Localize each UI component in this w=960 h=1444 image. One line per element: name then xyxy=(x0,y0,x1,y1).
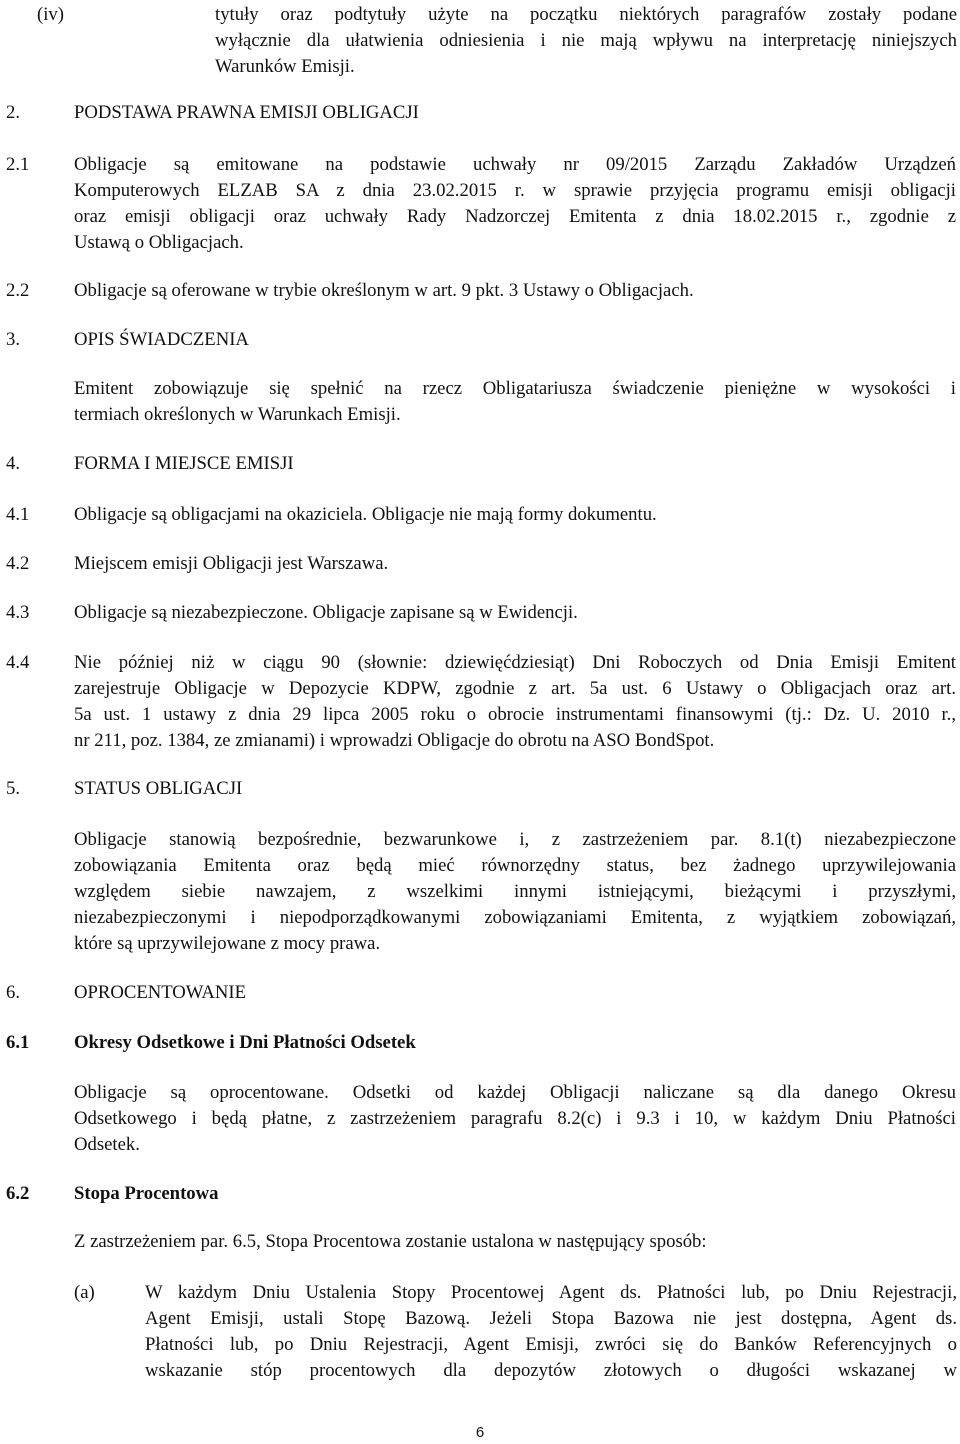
paragraph-line: Obligacje stanowią bezpośrednie, bezwarunkowe i, z zastrzeżeniem par. 8.1(t) niezabezpieczone xyxy=(74,829,956,850)
clause-line: Nie później niż w ciągu 90 (słownie: dziewięćdziesiąt) Dni Roboczych od Dnia Emisji Emitent xyxy=(74,652,956,673)
clause-2-2-number: 2.2 xyxy=(6,280,30,301)
subclause-line: Agent Emisji, ustali Stopę Bazową. Jeżeli Stopa Bazowa nie jest dostępna, Agent ds. xyxy=(145,1308,957,1329)
subclause-a-label: (a) xyxy=(74,1282,95,1303)
section-5-text xyxy=(74,827,956,957)
clause-4-4-text xyxy=(74,650,956,754)
clause-4-3-number: 4.3 xyxy=(6,602,30,623)
paragraph-line: Odsetkowego i będą płatne, z zastrzeżeniem paragrafu 8.2(c) i 9.3 i 10, w każdym Dniu Płatności xyxy=(74,1108,956,1129)
paragraph-line: niezabezpieczonymi i niepodporządkowanymi zobowiązaniami Emitenta, z wyjątkiem zobowiązań, xyxy=(74,907,956,928)
section-4-title: FORMA I MIEJSCE EMISJI xyxy=(74,453,294,474)
paragraph-line: Odsetek. xyxy=(74,1134,140,1155)
clause-line: 5a ust. 1 ustawy z dnia 29 lipca 2005 roku o obrocie instrumentami finansowymi (tj.: Dz. U. 2010 r., xyxy=(74,704,956,725)
item-iv-line: Warunków Emisji. xyxy=(215,56,355,77)
section-5-number: 5. xyxy=(6,778,21,799)
section-2-number: 2. xyxy=(6,102,21,123)
clause-4-1-number: 4.1 xyxy=(6,504,30,525)
section-2-title: PODSTAWA PRAWNA EMISJI OBLIGACJI xyxy=(74,102,419,123)
clause-line: nr 211, poz. 1384, ze zmianami) i wprowadzi Obligacje do obrotu na ASO BondSpot. xyxy=(74,730,715,751)
item-iv-line: tytuły oraz podtytuły użyte na początku niektórych paragrafów zostały podane xyxy=(215,4,957,25)
paragraph-line: Obligacje są oprocentowane. Odsetki od każdej Obligacji naliczane są dla danego Okresu xyxy=(74,1082,956,1103)
page-number: 6 xyxy=(475,1424,485,1441)
clause-4-1-text: Obligacje są obligacjami na okaziciela. Obligacje nie mają formy dokumentu. xyxy=(74,504,657,525)
clause-6-1-number: 6.1 xyxy=(6,1032,30,1053)
clause-6-2-intro: Z zastrzeżeniem par. 6.5, Stopa Procentowa zostanie ustalona w następujący sposób: xyxy=(74,1231,707,1252)
clause-4-3-text: Obligacje są niezabezpieczone. Obligacje zapisane są w Ewidencji. xyxy=(74,602,578,623)
clause-4-2-text: Miejscem emisji Obligacji jest Warszawa. xyxy=(74,553,389,574)
clause-line: Ustawą o Obligacjach. xyxy=(74,232,244,253)
clause-6-2-number: 6.2 xyxy=(6,1183,30,1204)
paragraph-line: zobowiązania Emitenta oraz będą mieć równorzędny status, bez żadnego uprzywilejowania xyxy=(74,855,956,876)
clause-line: Obligacje są emitowane na podstawie uchwały nr 09/2015 Zarządu Zakładów Urządzeń xyxy=(74,154,956,175)
section-3-title: OPIS ŚWIADCZENIA xyxy=(74,329,249,350)
clause-2-1-text xyxy=(74,152,956,256)
paragraph-line: które są uprzywilejowane z mocy prawa. xyxy=(74,933,381,954)
section-3-number: 3. xyxy=(6,329,21,350)
paragraph-line: Emitent zobowiązuje się spełnić na rzecz Obligatariusza świadczenie pieniężne w wysokości i xyxy=(74,378,956,399)
clause-6-2-title: Stopa Procentowa xyxy=(74,1183,219,1204)
item-iv-label: (iv) xyxy=(37,4,64,25)
clause-4-4-number: 4.4 xyxy=(6,652,30,673)
clause-line: oraz emisji obligacji oraz uchwały Rady Nadzorczej Emitenta z dnia 18.02.2015 r., zgodnie z xyxy=(74,206,956,227)
clause-2-1-number: 2.1 xyxy=(6,154,30,175)
section-3-text xyxy=(74,376,956,428)
section-6-number: 6. xyxy=(6,982,21,1003)
section-6-title: OPROCENTOWANIE xyxy=(74,982,246,1003)
paragraph-line: względem siebie nawzajem, z wszelkimi innymi istniejącymi, bieżącymi i przyszłymi, xyxy=(74,881,956,902)
clause-line: Komputerowych ELZAB SA z dnia 23.02.2015 r. w sprawie przyjęcia programu emisji obligacji xyxy=(74,180,956,201)
clause-6-1-title: Okresy Odsetkowe i Dni Płatności Odsetek xyxy=(74,1032,416,1053)
clause-2-2-text: Obligacje są oferowane w trybie określonym w art. 9 pkt. 3 Ustawy o Obligacjach. xyxy=(74,280,694,301)
item-iv-text xyxy=(215,2,957,80)
item-iv-line: wyłącznie dla ułatwienia odniesienia i nie mają wpływu na interpretację niniejszych xyxy=(215,30,957,51)
subclause-a-text xyxy=(145,1280,957,1384)
section-5-title: STATUS OBLIGACJI xyxy=(74,778,243,799)
clause-6-1-text xyxy=(74,1080,956,1158)
subclause-line: Płatności lub, po Dniu Rejestracji, Agent Emisji, zwróci się do Banków Referencyjnych o xyxy=(145,1334,957,1355)
paragraph-line: termiach określonych w Warunkach Emisji. xyxy=(74,404,401,425)
subclause-line: wskazanie stóp procentowych dla depozytów złotowych o długości wskazanej w xyxy=(145,1360,957,1381)
section-4-number: 4. xyxy=(6,453,21,474)
clause-line: zarejestruje Obligacje w Depozycie KDPW, zgodnie z art. 5a ust. 6 Ustawy o Obligacjach oraz art. xyxy=(74,678,956,699)
clause-4-2-number: 4.2 xyxy=(6,553,30,574)
subclause-line: W każdym Dniu Ustalenia Stopy Procentowej Agent ds. Płatności lub, po Dniu Rejestracji, xyxy=(145,1282,957,1303)
